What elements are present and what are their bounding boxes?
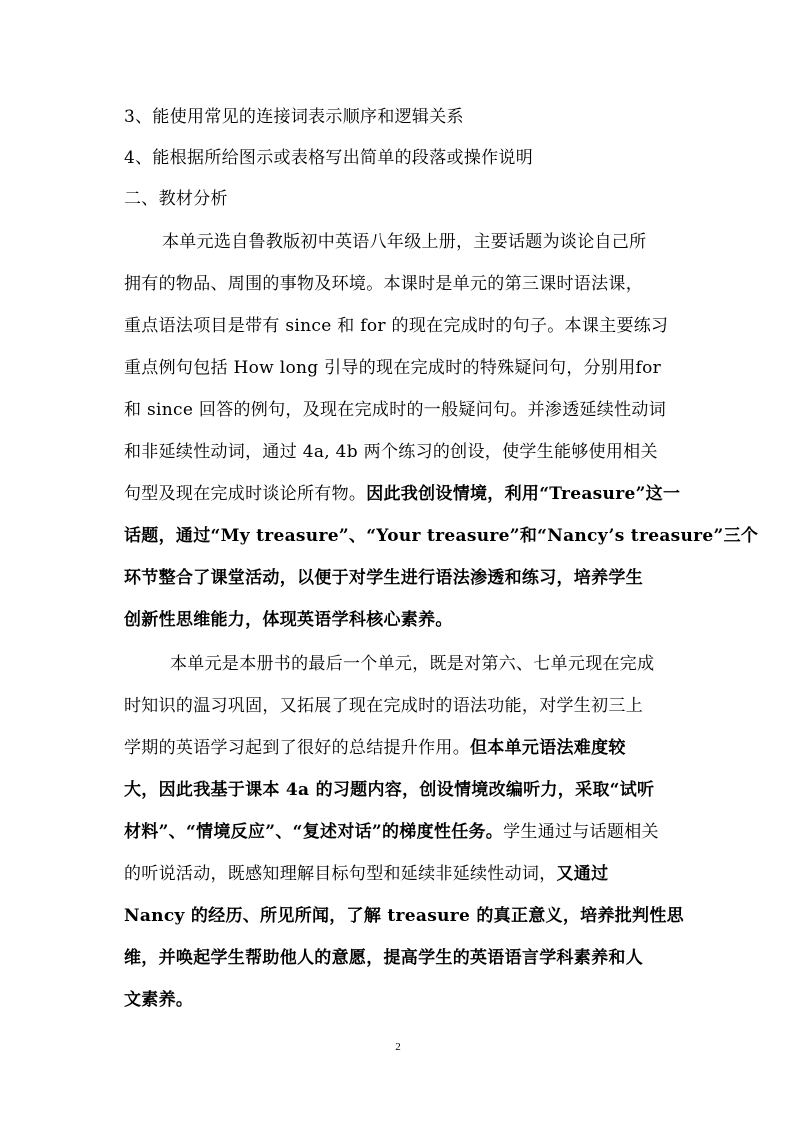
- paragraph-line: [124, 862, 608, 886]
- text-run: 学期的英语学习起到了很好的总结提升作用。: [124, 738, 470, 758]
- objective-item-3: 3、能使用常见的连接词表示顺序和逻辑关系: [124, 107, 464, 127]
- text-run: 的听说活动，既感知理解目标句型和延续非延续性动词，: [124, 864, 557, 884]
- paragraph-line: 拥有的物品、周围的事物及环境。本课时是单元的第三课时语法课，: [124, 274, 643, 294]
- bold-text-run: 因此我创设情境，利用“Treasure”这一: [366, 484, 681, 504]
- paragraph-line: 本单元是本册书的最后一个单元，既是对第六、七单元现在完成: [170, 654, 655, 674]
- paragraph-line-bold: 环节整合了课堂活动，以便于对学生进行语法渗透和练习，培养学生: [124, 568, 643, 588]
- paragraph-line: 重点例句包括 How long 引导的现在完成时的特殊疑问句，分别用for: [124, 358, 662, 378]
- paragraph-line: [124, 736, 626, 760]
- paragraph-line-bold: 大，因此我基于课本 4a 的习题内容，创设情境改编听力，采取“试听: [124, 780, 655, 800]
- paragraph-line-bold: 话题，通过“My treasure”、“Your treasure”和“Nancy’s treasure”三个: [124, 526, 759, 546]
- paragraph-line: 和非延续性动词，通过 4a, 4b 两个练习的创设，使学生能够使用相关: [124, 442, 658, 462]
- objective-item-4: 4、能根据所给图示或表格写出简单的段落或操作说明: [124, 148, 534, 168]
- page-number: 2: [395, 1041, 401, 1053]
- paragraph-line-bold: Nancy 的经历、所见所闻，了解 treasure 的真正意义，培养批判性思: [124, 906, 684, 926]
- bold-text-run: 但本单元语法难度较: [470, 738, 626, 758]
- bold-text-run: 材料”、“情境反应”、“复述对话”的梯度性任务。: [124, 822, 504, 842]
- paragraph-line-bold: 创新性思维能力，体现英语学科核心素养。: [124, 610, 453, 630]
- paragraph-line-bold: 维，并唤起学生帮助他人的意愿，提高学生的英语语言学科素养和人: [124, 948, 643, 968]
- text-run: 学生通过与话题相关: [503, 822, 659, 842]
- section-heading: 二、教材分析: [124, 189, 228, 209]
- paragraph-line-bold: 文素养。: [124, 990, 194, 1010]
- paragraph-line: [124, 482, 680, 506]
- paragraph-line: 重点语法项目是带有 since 和 for 的现在完成时的句子。本课主要练习: [124, 316, 669, 336]
- paragraph-line: 和 since 回答的例句，及现在完成时的一般疑问句。并渗透延续性动词: [124, 400, 666, 420]
- bold-text-run: 又通过: [556, 864, 609, 884]
- paragraph-line: [124, 820, 659, 844]
- text-run: 句型及现在完成时谈论所有物。: [124, 484, 367, 504]
- paragraph-line: 时知识的温习巩固，又拓展了现在完成时的语法功能，对学生初三上: [124, 696, 643, 716]
- paragraph-line: 本单元选自鲁教版初中英语八年级上册，主要话题为谈论自己所: [162, 232, 647, 252]
